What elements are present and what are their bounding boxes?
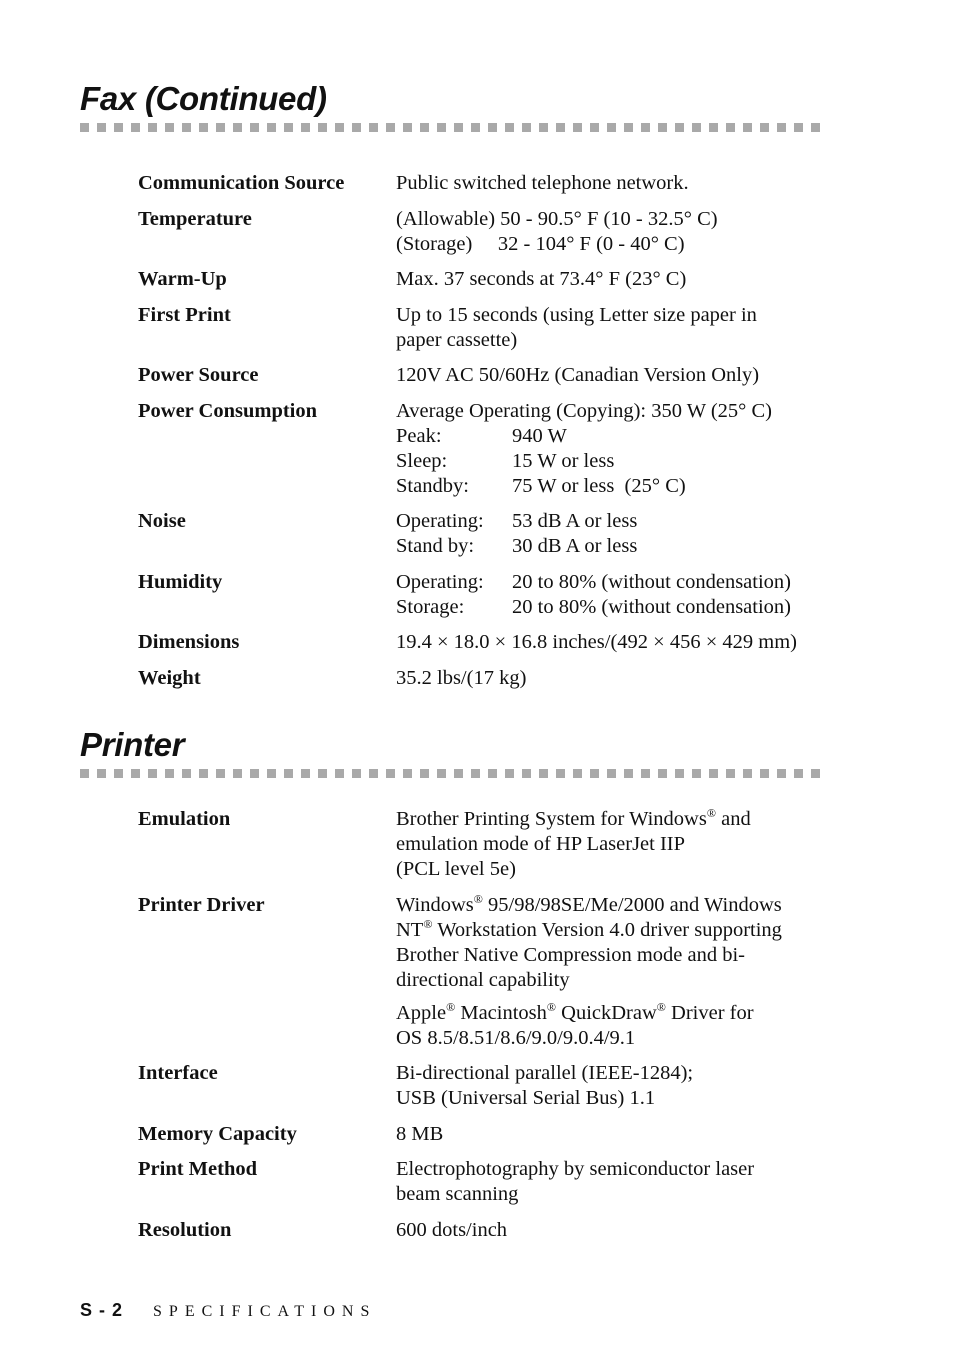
- spec-row-emulation: [138, 807, 838, 882]
- spec-value-line: directional capability: [396, 968, 570, 991]
- spec-value-line: beam scanning: [396, 1183, 519, 1205]
- registered-mark: ®: [706, 806, 716, 821]
- spec-label: First Print: [138, 303, 231, 326]
- spec-value-line: emulation mode of HP LaserJet IIP: [396, 833, 686, 855]
- spec-value-line: (Allowable) 50 - 90.5° F (10 - 32.5° C): [396, 207, 718, 230]
- spec-pair-operating: [396, 509, 838, 534]
- spec-key: Stand by:: [396, 535, 475, 557]
- spec-label: Temperature: [138, 207, 252, 230]
- spec-label: Power Consumption: [138, 399, 318, 422]
- spec-val: 75 W or less (25° C): [512, 474, 686, 497]
- registered-mark: ®: [423, 916, 433, 931]
- fax-spec-list: [138, 171, 838, 701]
- spec-label: Dimensions: [138, 631, 240, 653]
- spec-value: Public switched telephone network.: [396, 172, 689, 194]
- chapter-name: SPECIFICATIONS: [153, 1303, 377, 1320]
- spec-val: 15 W or less: [512, 449, 615, 472]
- spec-pair-standby: [396, 474, 838, 499]
- spec-val: 20 to 80% (without condensation): [512, 570, 791, 593]
- spec-key: Storage:: [396, 595, 465, 618]
- spec-label: Communication Source: [138, 172, 345, 194]
- spec-value-line: NT® Workstation Version 4.0 driver supporting: [396, 916, 782, 941]
- section-title-fax: Fax (Continued): [80, 80, 327, 117]
- spec-row-print-method: [138, 1157, 838, 1207]
- spec-label: Printer Driver: [138, 893, 265, 916]
- spec-row-power-source: [138, 363, 838, 388]
- spec-value-line: Average Operating (Copying): 350 W (25° C): [396, 399, 772, 422]
- spec-row-warm-up: [138, 267, 838, 292]
- section-divider: [80, 769, 824, 778]
- spec-row-noise: [138, 509, 838, 559]
- spec-pair-stand-by: [396, 534, 838, 559]
- spec-value: 600 dots/inch: [396, 1218, 508, 1241]
- spec-key: Sleep:: [396, 449, 448, 472]
- spec-value-line: (PCL level 5e): [396, 858, 516, 880]
- spec-value-line: OS 8.5/8.51/8.6/9.0/9.0.4/9.1: [396, 1026, 636, 1049]
- spec-value-line: (Storage) 32 - 104° F (0 - 40° C): [396, 232, 685, 255]
- spec-row-dimensions: [138, 630, 838, 655]
- spec-value-line: Brother Native Compression mode and bi-: [396, 943, 746, 966]
- printer-spec-list: [138, 807, 838, 1253]
- spec-label: Emulation: [138, 808, 231, 830]
- spec-pair-storage: [396, 595, 838, 620]
- spec-key: Peak:: [396, 424, 442, 447]
- registered-mark: ®: [546, 999, 557, 1014]
- spec-val: 30 dB A or less: [512, 535, 638, 557]
- spec-row-weight: [138, 666, 838, 691]
- spec-row-power-consumption: [138, 399, 838, 499]
- spec-row-temperature: [138, 207, 838, 257]
- spec-value-line: Brother Printing System for Windows® and: [396, 806, 751, 830]
- spec-value-line: Up to 15 seconds (using Letter size paper in: [396, 303, 757, 326]
- section-divider: [80, 123, 824, 132]
- spec-label: Humidity: [138, 570, 223, 593]
- section-title-printer: Printer: [80, 726, 185, 763]
- spec-row-resolution: [138, 1218, 838, 1243]
- spec-row-first-print: [138, 303, 838, 353]
- spec-row-memory-capacity: [138, 1122, 838, 1147]
- registered-mark: ®: [656, 999, 666, 1014]
- spec-value-line: Electrophotography by semiconductor laser: [396, 1158, 755, 1180]
- spec-label: Memory Capacity: [138, 1122, 297, 1145]
- spec-label: Power Source: [138, 364, 259, 386]
- spec-pair-sleep: [396, 449, 838, 474]
- spec-row-communication-source: [138, 171, 838, 196]
- spec-row-interface: [138, 1061, 838, 1111]
- spec-value-line: Apple® Macintosh® QuickDraw® Driver for: [396, 999, 754, 1024]
- spec-value: 8 MB: [396, 1122, 444, 1145]
- spec-row-printer-driver: [138, 893, 838, 1051]
- registered-mark: ®: [473, 891, 483, 906]
- spec-value-line: paper cassette): [396, 328, 518, 351]
- spec-label: Interface: [138, 1062, 218, 1084]
- spec-value: 120V AC 50/60Hz (Canadian Version Only): [396, 364, 760, 386]
- spec-val: 53 dB A or less: [512, 510, 638, 532]
- spec-row-humidity: [138, 570, 838, 620]
- spec-label: Weight: [138, 666, 201, 689]
- spec-value: Max. 37 seconds at 73.4° F (23° C): [396, 268, 687, 290]
- spec-value-line: USB (Universal Serial Bus) 1.1: [396, 1087, 656, 1109]
- spec-key: Standby:: [396, 474, 469, 497]
- page-footer: [80, 1300, 376, 1321]
- page-number: S - 2: [80, 1300, 124, 1320]
- spec-pair-peak: [396, 424, 838, 449]
- spec-pair-operating: [396, 570, 838, 595]
- spec-label: Resolution: [138, 1218, 232, 1241]
- spec-value: 19.4 × 18.0 × 16.8 inches/(492 × 456 × 429 mm): [396, 631, 797, 653]
- spec-key: Operating:: [396, 570, 484, 593]
- spec-label: Noise: [138, 510, 186, 532]
- spec-val: 20 to 80% (without condensation): [512, 595, 791, 618]
- spec-value: 35.2 lbs/(17 kg): [396, 666, 527, 689]
- spec-value-line: Windows® 95/98/98SE/Me/2000 and Windows: [396, 891, 782, 916]
- spec-label: Warm-Up: [138, 268, 227, 290]
- spec-label: Print Method: [138, 1158, 257, 1180]
- spec-val: 940 W: [512, 424, 567, 447]
- spec-value-line: Bi-directional parallel (IEEE-1284);: [396, 1062, 694, 1084]
- registered-mark: ®: [446, 999, 456, 1014]
- spec-key: Operating:: [396, 510, 484, 532]
